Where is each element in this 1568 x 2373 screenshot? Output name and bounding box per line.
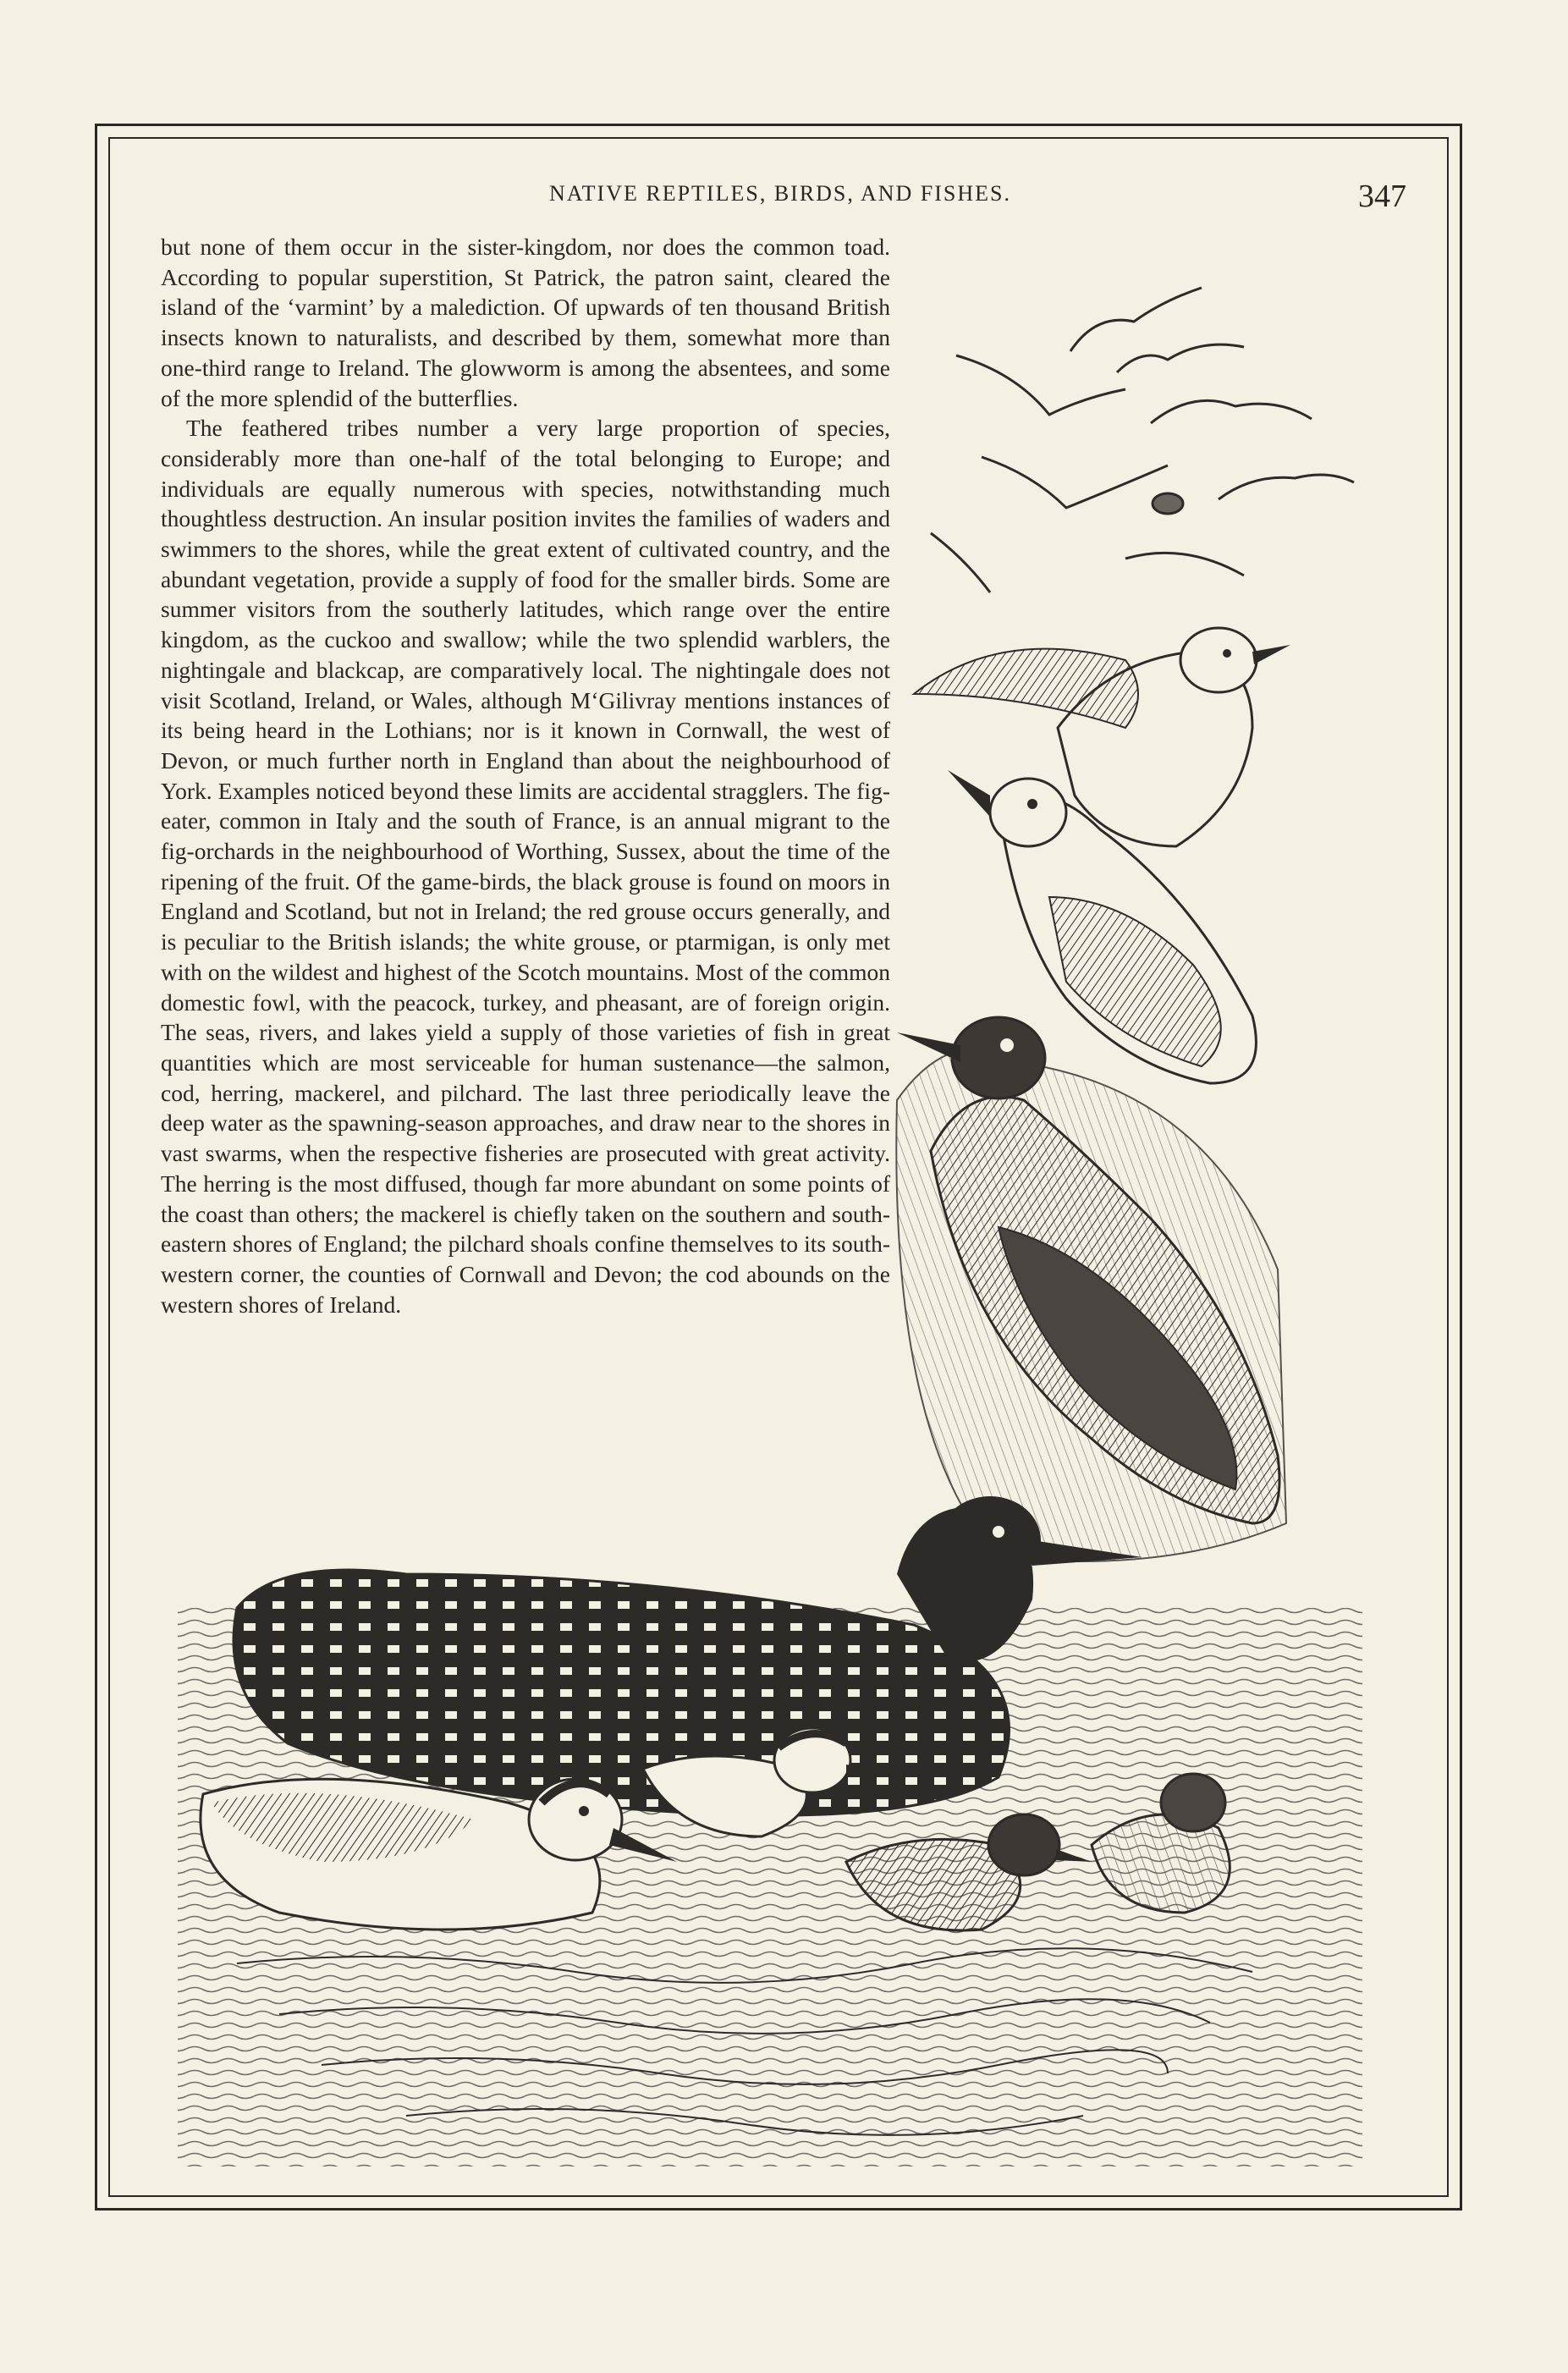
running-head: NATIVE REPTILES, BIRDS, AND FISHES. bbox=[549, 181, 1011, 206]
paragraph-1: but none of them occur in the sister-kingdom, nor does the common toad. According to popular superstition, St Patrick, the patron saint, cleared the island of the ‘varmint’ by a malediction. Of upwards of ten thousand British insects known to naturalists, and described by them, somewhat more than one-third range to Ireland. The glowworm is among the absentees, and some of the more splendid of the butterflies. bbox=[161, 234, 890, 411]
page-number: 347 bbox=[1358, 179, 1406, 214]
body-text bbox=[161, 232, 890, 1319]
gull-upper bbox=[914, 628, 1290, 846]
paragraph-2: The feathered tribes number a very large proportion of species, considerably more than one-half of the total belonging to Europe; and individuals are equally numerous with species, notwithstanding much thoughtless destruction. An insular position invites the families of waders and swimmers to the shores, while the great extent of cultivated country, and the abundant vegetation, provide a supply of food for the smaller birds. Some are summer visitors from the southerly latitudes, which range over the entire kingdom, as the cuckoo and swallow; while the two splendid warblers, the nightingale and blackcap, are comparatively local. The nightingale does not visit Scotland, Ireland, or Wales, although M‘Gilivray mentions instances of its being heard in the Lothians; nor is it known in Cornwall, the west of Devon, or much further north in England than about the neighbourhood of York. Examples noticed beyond these limits are accidental stragglers. The fig-eater, common in Italy and the south of France, is an annual migrant to the fig-orchards in the neighbourhood of Worthing, Sussex, about the time of the ripening of the fruit. Of the game-birds, the black grouse is found on moors in England and Scotland, but not in Ireland; the red grouse occurs generally, and is peculiar to the British islands; the white grouse, or ptarmigan, is only met with on the wildest and highest of the Scotch mountains. Most of the common domestic fowl, with the peacock, turkey, and pheasant, are of foreign origin. The seas, rivers, and lakes yield a supply of those varieties of fish in great quantities which are most serviceable for human sustenance—the salmon, cod, herring, mackerel, and pilchard. The last three periodically leave the deep water as the spawning-season approaches, and draw near to the shores in vast swarms, when the respective fisheries are prosecuted with great activity. The herring is the most diffused, though far more abundant on some points of the coast than others; the mackerel is chiefly taken on the southern and south-eastern shores of England; the pilchard shoals confine themselves to its south-western corner, the counties of Cornwall and Devon; the cod abounds on the western shores of Ireland. bbox=[161, 415, 890, 1318]
flying-gulls bbox=[931, 288, 1354, 592]
